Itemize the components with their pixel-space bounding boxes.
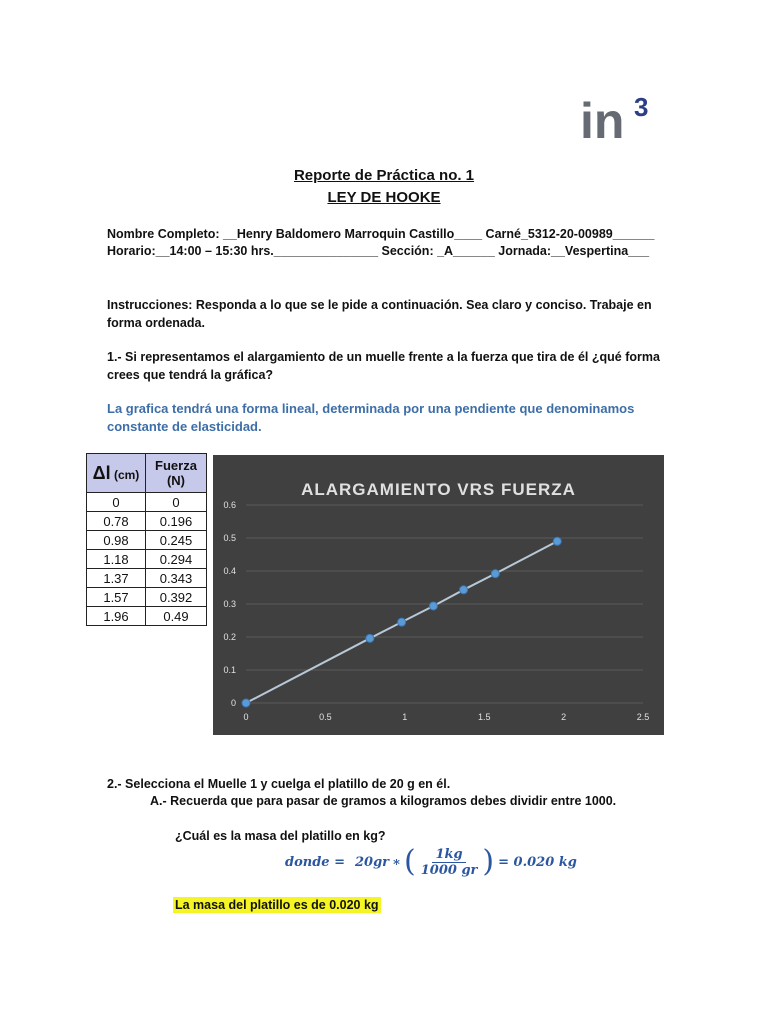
svg-text:3: 3 bbox=[634, 92, 649, 122]
x-tick-label: 2.5 bbox=[636, 712, 650, 722]
question-1: 1.- Si representamos el alargamiento de un muelle frente a la fuerza que tira de él ¿qué forma crees que tendrá la gráfica? bbox=[107, 350, 660, 382]
x-tick-label: 0 bbox=[243, 712, 249, 722]
table-header-force: Fuerza (N) bbox=[146, 454, 207, 493]
formula-value: 20gr bbox=[355, 854, 390, 870]
in3-logo bbox=[580, 92, 662, 142]
answer-2a: La masa del platillo es de 0.020 kg bbox=[175, 898, 379, 912]
svg-text:in: in bbox=[580, 93, 625, 142]
table-row: 0.78 0.196 bbox=[87, 512, 207, 531]
y-tick-label: 0.3 bbox=[223, 599, 236, 609]
formula-denominator: 1000 gr bbox=[420, 862, 478, 878]
question-2a-ask: ¿Cuál es la masa del platillo en kg? bbox=[175, 829, 386, 843]
data-table bbox=[86, 453, 207, 626]
table-row: 1.37 0.343 bbox=[87, 569, 207, 588]
table-row: 1.57 0.392 bbox=[87, 588, 207, 607]
y-tick-label: 0 bbox=[230, 698, 236, 708]
formula-lhs: donde = bbox=[285, 854, 345, 870]
student-info-line: Nombre Completo: __Henry Baldomero Marroquin Castillo____ Carné_5312-20-00989______ bbox=[107, 227, 655, 241]
answer-1: La grafica tendrá una forma lineal, determinada por una pendiente que denominamos constante de elasticidad. bbox=[107, 401, 635, 434]
formula-result: = 0.020 kg bbox=[498, 854, 577, 870]
table-row: 0 0 bbox=[87, 493, 207, 512]
y-tick-label: 0.1 bbox=[223, 665, 236, 675]
schedule-info-line: Horario:__14:00 – 15:30 hrs._______________ Sección: _A______ Jornada:__Vespertina___ bbox=[107, 244, 650, 258]
mass-formula: donde = 20gr ∗ ( $\frac{1kg}{1000 gr}$ ) = 0.020 kg bbox=[285, 844, 577, 879]
formula-numerator: 1kg bbox=[432, 847, 465, 863]
report-title: Reporte de Práctica no. 1 bbox=[293, 167, 475, 184]
instructions: Instrucciones: Responda a lo que se le pide a continuación. Sea claro y conciso. Trabaje en forma ordenada. bbox=[107, 298, 652, 330]
y-tick-label: 0.5 bbox=[223, 533, 236, 543]
data-point bbox=[242, 699, 250, 707]
x-tick-label: 0.5 bbox=[319, 712, 332, 722]
report-subtitle: LEY DE HOOKE bbox=[327, 189, 441, 206]
table-row: 1.96 0.49 bbox=[87, 607, 207, 626]
data-point bbox=[460, 586, 468, 594]
x-tick-label: 1 bbox=[402, 712, 408, 722]
formula-op: ∗ bbox=[392, 854, 402, 870]
question-2a: A.- Recuerda que para pasar de gramos a kilogramos debes dividir entre 1000. bbox=[150, 794, 617, 808]
data-point bbox=[366, 634, 374, 642]
data-point bbox=[491, 570, 499, 578]
question-2: 2.- Selecciona el Muelle 1 y cuelga el platillo de 20 g en él. bbox=[107, 777, 451, 791]
data-point bbox=[398, 618, 406, 626]
table-row: 1.18 0.294 bbox=[87, 550, 207, 569]
x-tick-label: 1.5 bbox=[477, 712, 491, 722]
data-point bbox=[553, 537, 561, 545]
y-tick-label: 0.6 bbox=[223, 500, 236, 510]
elongation-force-chart bbox=[213, 455, 664, 735]
formula-fraction bbox=[418, 847, 481, 878]
x-tick-label: 2 bbox=[561, 712, 567, 722]
y-tick-label: 0.4 bbox=[223, 566, 236, 576]
data-point bbox=[429, 602, 437, 610]
table-header-elongation: Δl (cm) bbox=[87, 454, 146, 493]
table-row: 0.98 0.245 bbox=[87, 531, 207, 550]
chart-title: ALARGAMIENTO VRS FUERZA bbox=[301, 480, 576, 499]
y-tick-label: 0.2 bbox=[223, 632, 236, 642]
